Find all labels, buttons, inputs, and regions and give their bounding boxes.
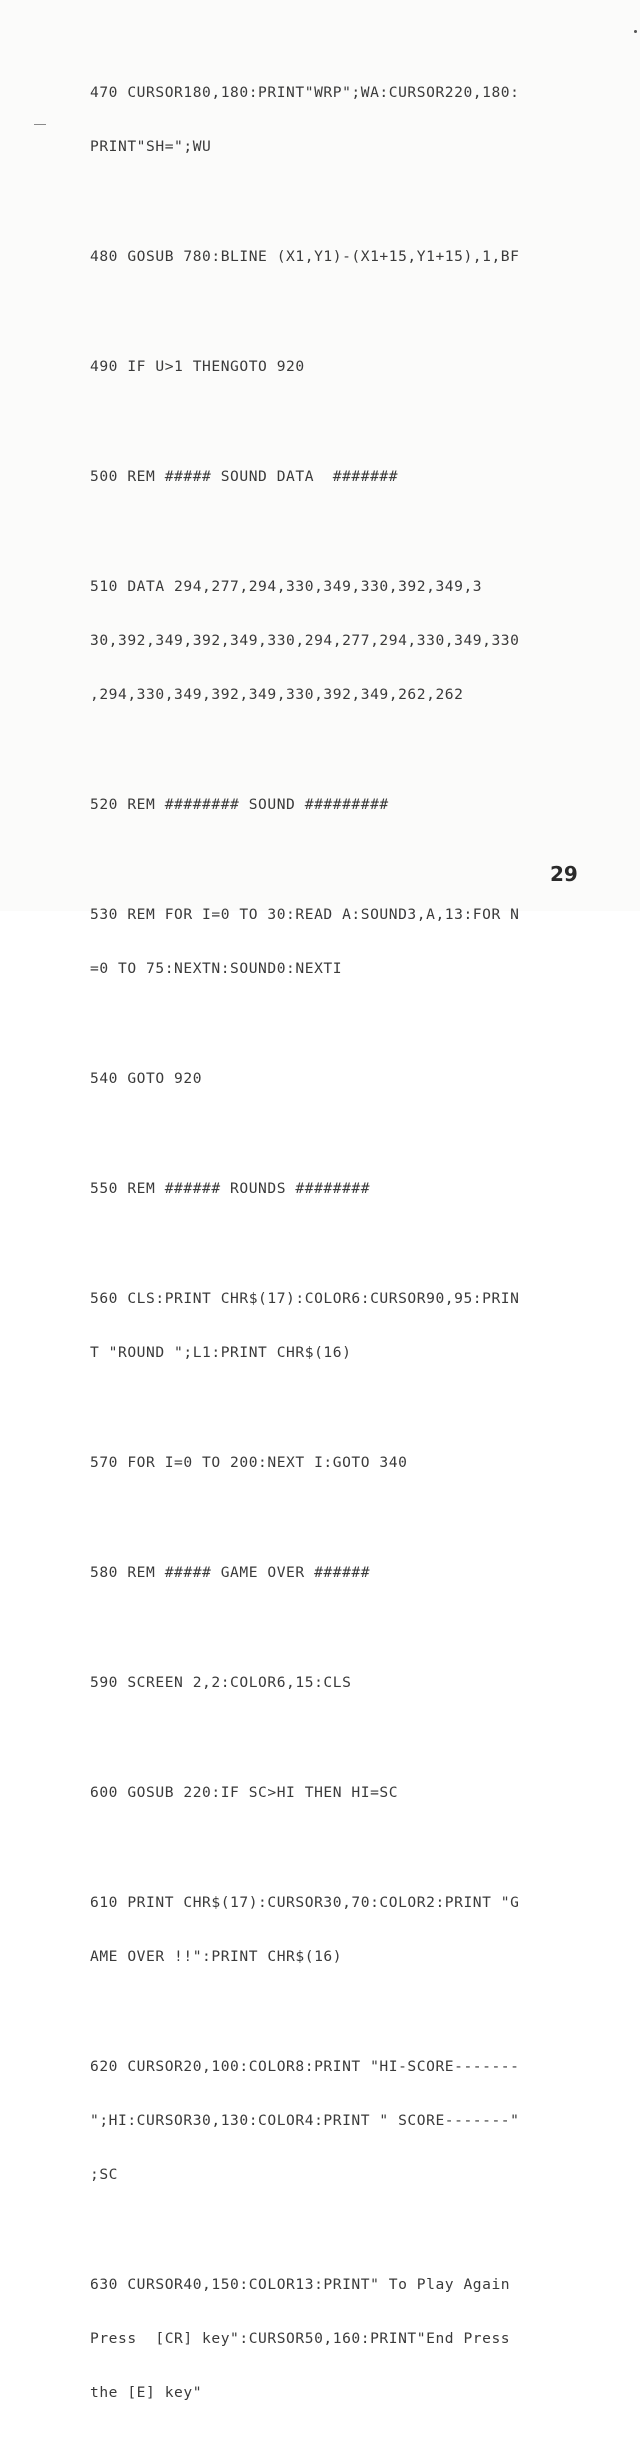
code-row: the [E] key" — [90, 2384, 203, 2401]
code-row: 630 CURSOR40,150:COLOR13:PRINT" To Play Again — [90, 2276, 511, 2293]
code-row: ,294,330,349,392,349,330,392,349,262,262 — [90, 686, 464, 703]
code-row: 550 REM ###### ROUNDS ######## — [90, 1180, 371, 1197]
code-line-470 — [90, 48, 630, 192]
code-row: AME OVER !!":PRINT CHR$(16) — [90, 1948, 343, 1965]
code-row: 470 CURSOR180,180:PRINT"WRP";WA:CURSOR220,180: — [90, 84, 520, 101]
code-row: 490 IF U>1 THENGOTO 920 — [90, 358, 305, 375]
code-line-600 — [90, 1748, 630, 1838]
code-row: 530 REM FOR I=0 TO 30:READ A:SOUND3,A,13:FOR N — [90, 906, 520, 923]
code-line-500 — [90, 432, 630, 522]
code-row: 500 REM ##### SOUND DATA ####### — [90, 468, 399, 485]
code-line-490 — [90, 322, 630, 412]
speck-mark — [634, 30, 637, 33]
code-line-570 — [90, 1418, 630, 1508]
code-row: 620 CURSOR20,100:COLOR8:PRINT "HI-SCORE------- — [90, 2058, 520, 2075]
code-row: 610 PRINT CHR$(17):CURSOR30,70:COLOR2:PRINT "G — [90, 1894, 520, 1911]
code-row: 570 FOR I=0 TO 200:NEXT I:GOTO 340 — [90, 1454, 408, 1471]
code-row: 560 CLS:PRINT CHR$(17):COLOR6:CURSOR90,95:PRIN — [90, 1290, 520, 1307]
code-row: PRINT"SH=";WU — [90, 138, 212, 155]
code-line-540 — [90, 1034, 630, 1124]
code-line-610 — [90, 1858, 630, 2002]
code-row: 480 GOSUB 780:BLINE (X1,Y1)-(X1+15,Y1+15),1,BF — [90, 248, 520, 265]
code-line-560 — [90, 1254, 630, 1398]
basic-program-listing — [90, 48, 630, 2458]
code-row: ;SC — [90, 2166, 119, 2183]
code-row: =0 TO 75:NEXTN:SOUND0:NEXTI — [90, 960, 343, 977]
code-row: ";HI:CURSOR30,130:COLOR4:PRINT " SCORE-------" — [90, 2112, 520, 2129]
code-line-550 — [90, 1144, 630, 1234]
page-number: 29 — [550, 862, 578, 886]
code-row: 30,392,349,392,349,330,294,277,294,330,349,330 — [90, 632, 520, 649]
code-row: 520 REM ######## SOUND ######### — [90, 796, 389, 813]
code-row: 600 GOSUB 220:IF SC>HI THEN HI=SC — [90, 1784, 399, 1801]
code-row: 590 SCREEN 2,2:COLOR6,15:CLS — [90, 1674, 352, 1691]
code-line-620 — [90, 2022, 630, 2220]
code-line-580 — [90, 1528, 630, 1618]
margin-dash-mark — [34, 124, 46, 125]
code-line-630 — [90, 2240, 630, 2438]
code-line-530 — [90, 870, 630, 1014]
code-row: T "ROUND ";L1:PRINT CHR$(16) — [90, 1344, 352, 1361]
code-row: 580 REM ##### GAME OVER ###### — [90, 1564, 371, 1581]
code-row: Press [CR] key":CURSOR50,160:PRINT"End Press — [90, 2330, 511, 2347]
code-line-480 — [90, 212, 630, 302]
code-line-510 — [90, 542, 630, 740]
code-row: 540 GOTO 920 — [90, 1070, 203, 1087]
code-row: 510 DATA 294,277,294,330,349,330,392,349,3 — [90, 578, 483, 595]
code-line-520 — [90, 760, 630, 850]
code-line-590 — [90, 1638, 630, 1728]
